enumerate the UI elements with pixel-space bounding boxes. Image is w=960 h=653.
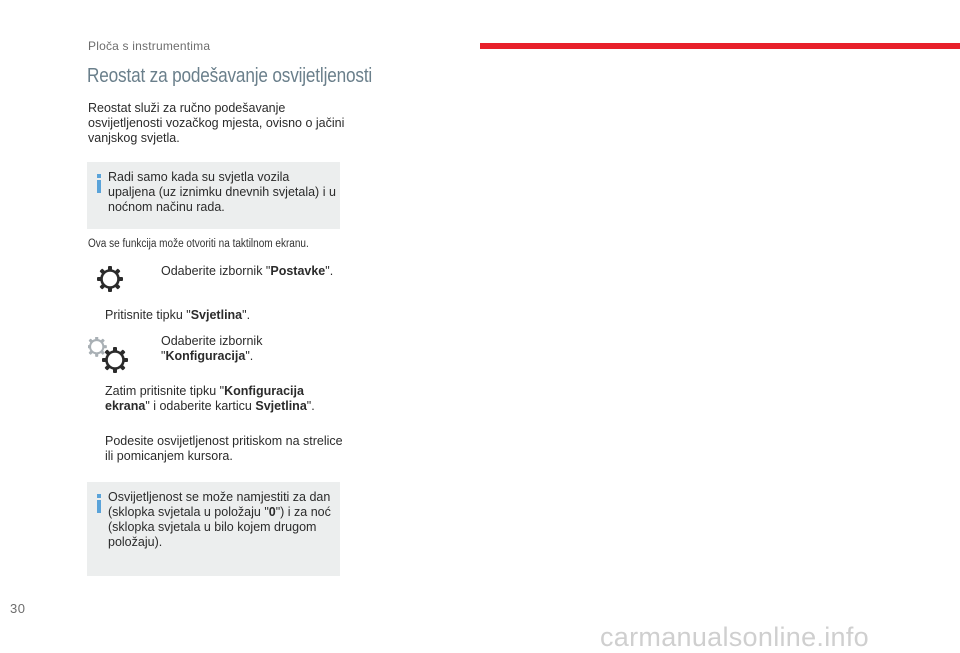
step-screen-configuration: Zatim pritisnite tipku "Konfiguracija ekrana" i odaberite karticu Svjetlina". [105, 384, 315, 413]
info-note-text: Osvijetljenost se može namjestiti za dan (sklopka svjetala u položaju "0") i za noć (sklopka svjetala u bilo kojem drugom položaju). [108, 490, 331, 549]
info-icon [94, 494, 104, 513]
step-select-configuration: Odaberite izbornik "Konfiguracija". [161, 334, 263, 363]
step-select-settings: Odaberite izbornik "Postavke". [161, 264, 334, 278]
step-adjust-brightness: Podesite osvijetljenost pritiskom na strelice ili pomicanjem kursora. [105, 434, 343, 463]
info-icon [94, 174, 104, 193]
page-number: 30 [10, 601, 26, 616]
touchscreen-note: Ova se funkcija može otvoriti na taktilnom ekranu. [88, 238, 309, 250]
gear-icon [95, 264, 125, 294]
info-note-box [87, 482, 340, 576]
header-accent-bar [480, 43, 960, 49]
info-note-text: Radi samo kada su svjetla vozila upaljena (uz iznimku dnevnih svjetala) i u noćnom načinu rada. [108, 170, 336, 214]
step-press-brightness: Pritisnite tipku "Svjetlina". [105, 308, 251, 322]
page-title: Reostat za podešavanje osvijetljenosti [87, 65, 373, 87]
intro-paragraph: Reostat služi za ručno podešavanje osvijetljenosti vozačkog mjesta, ovisno o jačini vanjskog svjetla. [88, 101, 345, 145]
section-label: Ploča s instrumentima [88, 39, 211, 53]
watermark: carmanualsonline.info [600, 622, 869, 652]
info-note-box [87, 162, 340, 229]
gear-icon [88, 337, 130, 375]
